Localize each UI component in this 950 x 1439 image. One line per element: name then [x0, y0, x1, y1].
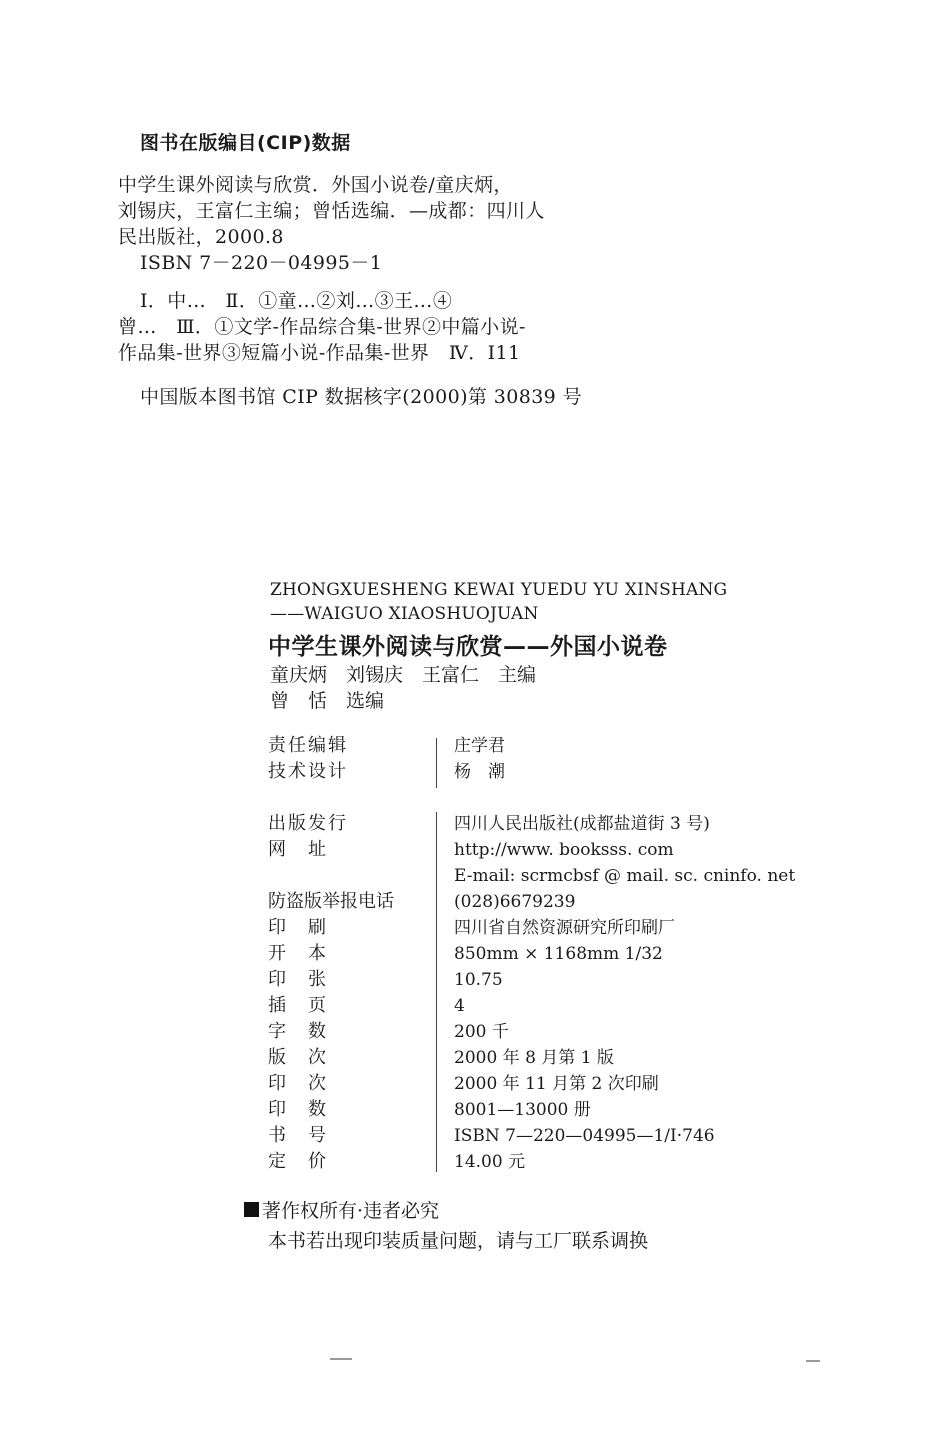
- info-value: 2000 年 8 月第 1 版: [454, 1048, 614, 1068]
- info-label: 技术设计: [268, 761, 348, 782]
- info-label: 防盗版举报电话: [268, 891, 394, 912]
- cip-subject-line-3: 作品集-世界③短篇小说-作品集-世界 Ⅳ．I11: [118, 342, 521, 364]
- pinyin-title-line-1: ZHONGXUESHENG KEWAI YUEDU YU XINSHANG: [270, 580, 728, 600]
- main-title: 中学生课外阅读与欣赏——外国小说卷: [268, 634, 668, 660]
- cip-number: 中国版本图书馆 CIP 数据核字(2000)第 30839 号: [140, 386, 583, 408]
- selector-credit: 曾 恬 选编: [270, 690, 385, 712]
- info-value: 10.75: [454, 970, 503, 990]
- info-label: 印 次: [268, 1073, 328, 1094]
- info-label: 书 号: [268, 1125, 328, 1146]
- cip-heading: 图书在版编目(CIP)数据: [140, 132, 351, 154]
- info-label: 字 数: [268, 1021, 328, 1042]
- copyright-notice: 著作权所有·违者必究: [262, 1200, 440, 1222]
- info-value: ISBN 7—220—04995—1/I·746: [454, 1126, 715, 1146]
- info-label: 定 价: [268, 1151, 328, 1172]
- info-divider-main: [436, 812, 437, 1172]
- info-value: 2000 年 11 月第 2 次印刷: [454, 1074, 659, 1094]
- quality-notice: 本书若出现印装质量问题，请与工厂联系调换: [268, 1230, 649, 1252]
- info-value: 850mm × 1168mm 1/32: [454, 944, 663, 964]
- info-value: 杨 潮: [454, 762, 505, 782]
- scan-speck: [330, 1358, 352, 1360]
- info-label: 版 次: [268, 1047, 328, 1068]
- info-value: E-mail: scrmcbsf @ mail. sc. cninfo. net: [454, 866, 796, 886]
- info-label: 印 张: [268, 969, 328, 990]
- info-label: 网 址: [268, 839, 328, 860]
- scan-speck: [806, 1360, 820, 1362]
- editors-credit: 童庆炳 刘锡庆 王富仁 主编: [270, 664, 537, 686]
- info-value: (028)6679239: [454, 892, 576, 912]
- pinyin-title-line-2: ——WAIGUO XIAOSHUOJUAN: [270, 604, 539, 624]
- info-label: 出版发行: [268, 813, 348, 834]
- info-value: 4: [454, 996, 465, 1016]
- black-square-icon: [244, 1202, 259, 1217]
- info-value: 四川省自然资源研究所印刷厂: [454, 918, 675, 938]
- cip-subject-line-2: 曾… Ⅲ．①文学-作品综合集-世界②中篇小说-: [118, 316, 526, 338]
- info-value: http://www. booksss. com: [454, 840, 674, 860]
- cip-entry-line-3: 民出版社，2000.8: [118, 226, 284, 248]
- info-label: 开 本: [268, 943, 328, 964]
- cip-isbn: ISBN 7－220－04995－1: [140, 252, 383, 274]
- info-value: 14.00 元: [454, 1152, 526, 1172]
- info-value: 8001—13000 册: [454, 1100, 591, 1120]
- cip-entry-line-1: 中学生课外阅读与欣赏．外国小说卷/童庆炳，: [118, 174, 513, 196]
- cip-subject-line-1: Ⅰ．中… Ⅱ．①童…②刘…③王…④: [140, 290, 453, 312]
- info-label: 印 刷: [268, 917, 328, 938]
- info-divider-top: [436, 738, 437, 788]
- info-value: 200 千: [454, 1022, 509, 1042]
- info-label: 责任编辑: [268, 735, 348, 756]
- info-value: 庄学君: [454, 736, 505, 756]
- info-label: 印 数: [268, 1099, 328, 1120]
- cip-entry-line-2: 刘锡庆，王富仁主编；曾恬选编．—成都：四川人: [118, 200, 545, 222]
- info-value: 四川人民出版社(成都盐道街 3 号): [454, 814, 710, 834]
- info-label: 插 页: [268, 995, 328, 1016]
